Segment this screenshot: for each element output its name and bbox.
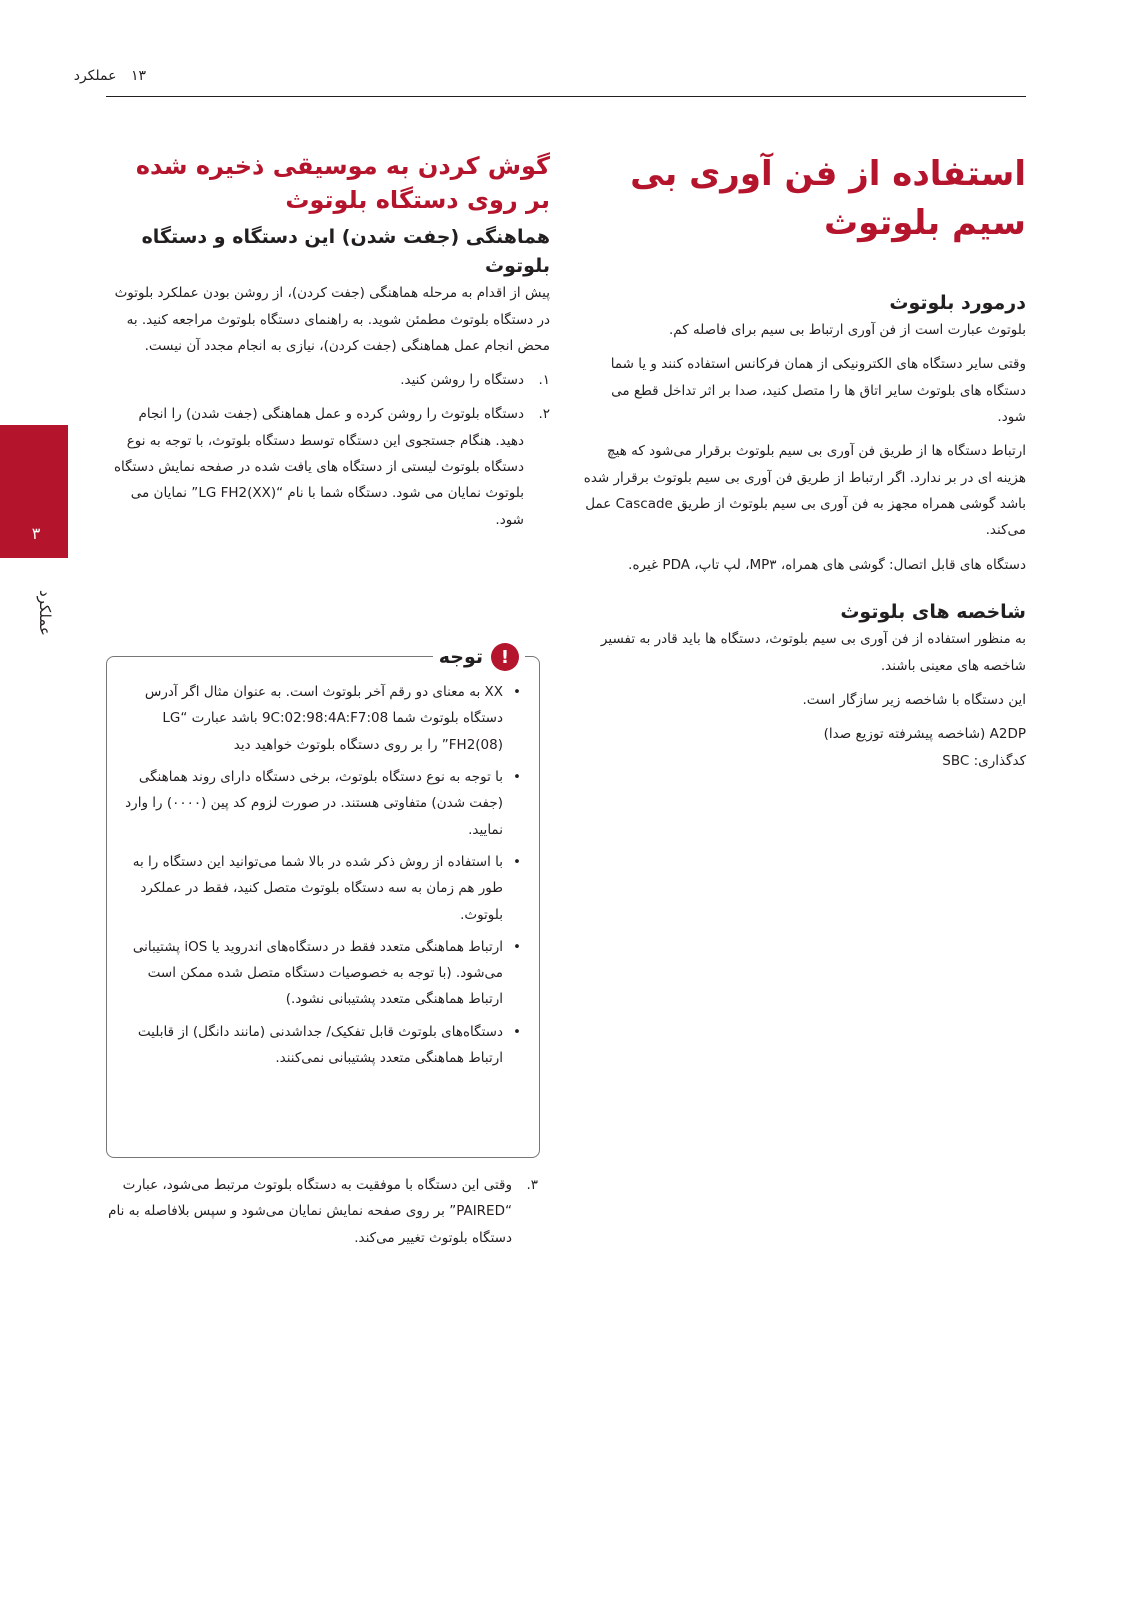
steps-list <box>106 367 550 533</box>
header-text <box>64 68 146 84</box>
note-box <box>106 646 540 1158</box>
pairing-intro: پیش از اقدام به مرحله هماهنگی (جفت کردن)، از روشن بودن عملکرد بلوتوث در دستگاه بلوتوث مطمئن شوید. به راهنمای دستگاه بلوتوث مراجعه کنید. به محض انجام عمل هماهنگی (جفت کردن)، نیازی به انجام مجدد آن نیست. <box>114 285 550 354</box>
step-text: دستگاه بلوتوث را روشن کرده و عمل هماهنگی (جفت شدن) را انجام دهید. هنگام جستجوی این دستگاه توسط دستگاه بلوتوث، با توجه به نوع دستگاه بلوتوث لیستی از دستگاه های یافت شده در صفحه نمایش دستگاه بلوتوث نمایان می شود. دستگاه شما با نام “LG FH2(XX)” نمایان می شود. <box>113 406 524 528</box>
step-number: ۱. <box>538 372 550 389</box>
section-title: گوش کردن به موسیقی ذخیره شده بر روی دستگاه بلوتوث <box>135 152 550 214</box>
step-item <box>106 367 550 393</box>
step-text: دستگاه را روشن کنید. <box>400 372 524 389</box>
note-item: • دستگاه‌های بلوتوث قابل تفکیک/ جداشدنی (مانند دانگل) از قابلیت ارتباط هماهنگی متعدد پشتیبانی نمی‌کنند. <box>123 1019 523 1072</box>
left-column <box>106 150 550 533</box>
steps-list-continued <box>106 1172 538 1251</box>
step-number: ۲. <box>538 406 550 423</box>
note-list <box>123 679 523 1071</box>
page-title: استفاده از فن آوری بی سیم بلوتوث <box>630 154 1026 244</box>
header-page-number: ۱۳ <box>130 68 146 84</box>
note-item: • ارتباط هماهنگی متعدد فقط در دستگاه‌های اندروید یا iOS پشتیبانی می‌شود. (با توجه به خصوصیات دستگاه متصل شده ممکن است ارتباط هماهنگی متعدد پشتیبانی نشود.) <box>123 934 523 1013</box>
step-item <box>106 1172 538 1251</box>
header-section: عملکرد <box>73 68 117 84</box>
profiles-heading: شاخصه های بلوتوث <box>840 600 1026 623</box>
step-item <box>106 401 550 533</box>
pairing-heading: هماهنگی (جفت شدن) این دستگاه و دستگاه بلوتوث <box>141 226 550 277</box>
note-item: • با استفاده از روش ذکر شده در بالا شما می‌توانید این دستگاه را به طور هم زمان به سه دستگاه بلوتوث متصل کنید، فقط در عملکرد بلوتوث. <box>123 849 523 928</box>
step-number: ۳. <box>526 1177 538 1193</box>
chapter-label: عملکرد <box>36 590 54 636</box>
step-text: وقتی این دستگاه با موفقیت به دستگاه بلوتوث مرتبط می‌شود، عبارت “PAIRED” بر روی صفحه نمایش نمایان می‌شود و سپس بلافاصله به نام دستگاه بلوتوث تغییر می‌کند. <box>108 1177 512 1246</box>
page-header <box>73 64 1026 97</box>
step3-block <box>106 1172 538 1251</box>
right-column <box>582 150 1026 774</box>
note-title: توجه <box>438 646 483 668</box>
profiles-paragraph: کدگذاری: SBC <box>942 752 1026 769</box>
exclamation-icon: ! <box>491 643 519 671</box>
profiles-paragraph: به منظور استفاده از فن آوری بی سیم بلوتوث، دستگاه ها باید قادر به تفسیر شاخصه های معینی باشند. <box>600 631 1026 674</box>
profiles-paragraph: A2DP (شاخصه پیشرفته توزیع صدا) <box>823 726 1026 743</box>
about-paragraph: وقتی سایر دستگاه های الکترونیکی از همان فرکانس استفاده کنند و یا شما دستگاه های بلوتوث سایر اتاق ها را متصل کنید، صدا بر اثر تداخل قطع می شود. <box>610 356 1026 426</box>
about-paragraph: دستگاه های قابل اتصال: گوشی های همراه، MP۳، لپ تاپ، PDA غیره. <box>628 556 1026 573</box>
chapter-number: ۳ <box>31 524 41 543</box>
note-body <box>123 679 523 1077</box>
note-item: • با توجه به نوع دستگاه بلوتوث، برخی دستگاه دارای روند هماهنگی (جفت شدن) متفاوتی هستند. در صورت لزوم کد پین (۰۰۰۰) را وارد نمایید. <box>123 764 523 843</box>
about-paragraph: بلوتوث عبارت است از فن آوری ارتباط بی سیم برای فاصله کم. <box>668 322 1026 339</box>
about-paragraph: ارتباط دستگاه ها از طریق فن آوری بی سیم بلوتوث برقرار می‌شود که هیچ هزینه ای در بر ندارد. اگر ارتباط از طریق فن آوری بی سیم بلوتوث برقرار شده باشد گوشی همراه مجهز به فن آوری بی سیم بلوتوث از طریق Cascade عمل می‌کند. <box>583 443 1026 539</box>
profiles-paragraph: این دستگاه با شاخصه زیر سازگار است. <box>802 692 1026 709</box>
note-header <box>433 643 525 671</box>
about-heading: درمورد بلوتوث <box>889 291 1026 314</box>
note-item: • XX به معنای دو رقم آخر بلوتوث است. به عنوان مثال اگر آدرس دستگاه بلوتوث شما 9C:02:98:4A:F7:08 باشد عبارت “LG FH2(08)” را بر روی دستگاه بلوتوث خواهید دید <box>123 679 523 758</box>
